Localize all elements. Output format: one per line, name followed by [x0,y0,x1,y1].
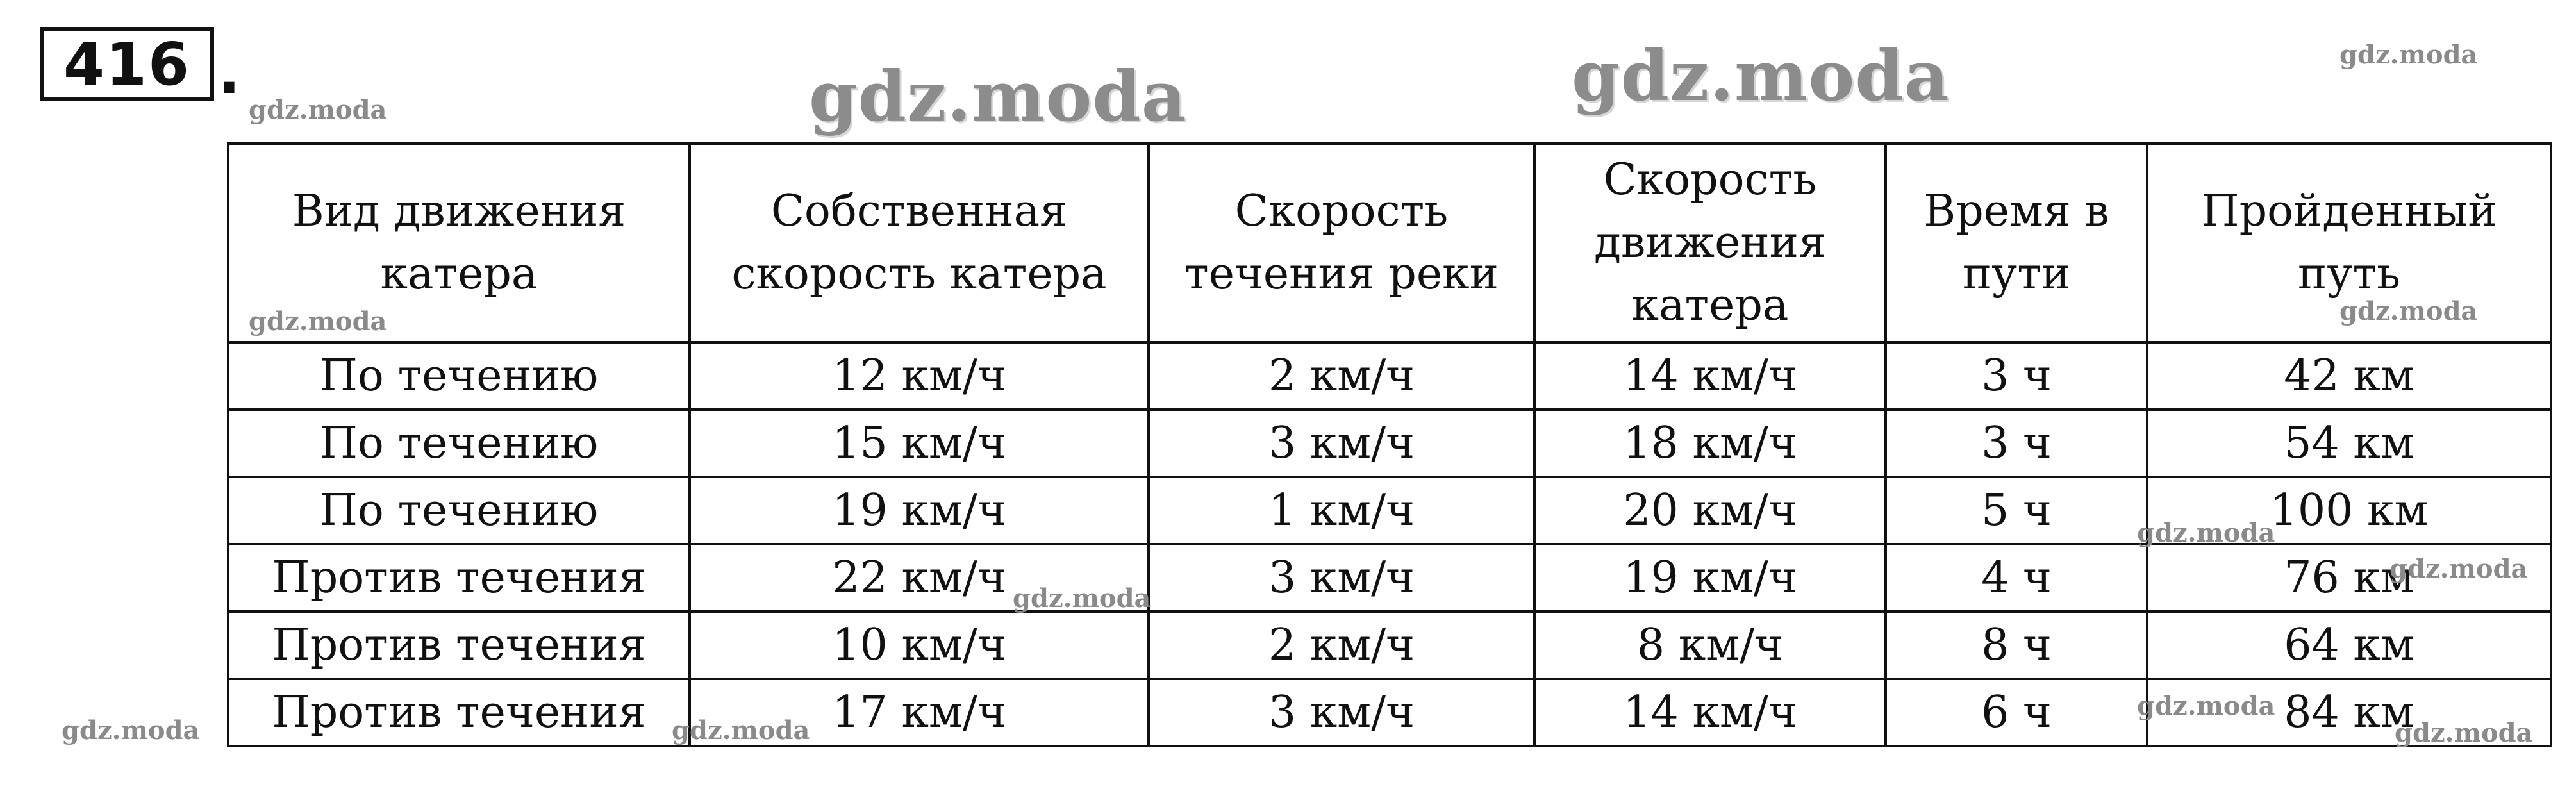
table-row [228,611,2551,679]
header-current-speed: Скорость течения реки [1149,144,1534,342]
cell-current-speed: 3 км/ч [1149,679,1534,746]
watermark-small: gdz.moda [2137,518,2275,548]
watermark-small: gdz.moda [2389,554,2528,584]
cell-time: 3 ч [1886,342,2147,410]
cell-motion-type: Против течения [228,679,690,746]
cell-distance: 100 км [2147,477,2551,544]
header-own-speed: Собственная скорость катера [690,144,1149,342]
watermark-small: gdz.moda [2395,718,2533,748]
watermark-large: gdz.moda [809,56,1187,137]
cell-current-speed: 1 км/ч [1149,477,1534,544]
table-row [228,544,2551,611]
cell-motion-type: По течению [228,410,690,477]
cell-current-speed: 3 км/ч [1149,544,1534,611]
watermark-small: gdz.moda [62,715,200,745]
motion-table [227,142,2552,747]
header-time: Время в пути [1886,144,2147,342]
problem-number-dot: . [218,38,240,107]
watermark-small: gdz.moda [249,95,387,125]
cell-distance: 64 км [2147,611,2551,679]
watermark-small: gdz.moda [2339,40,2478,70]
watermark-small: gdz.moda [249,306,387,337]
cell-motion-type: По течению [228,342,690,410]
cell-own-speed: 22 км/ч [690,544,1149,611]
cell-own-speed: 19 км/ч [690,477,1149,544]
table-row [228,342,2551,410]
cell-own-speed: 12 км/ч [690,342,1149,410]
cell-distance: 42 км [2147,342,2551,410]
problem-number: 416 [63,29,191,99]
watermark-small: gdz.moda [2339,296,2478,326]
cell-time: 4 ч [1886,544,2147,611]
watermark-small: gdz.moda [672,715,810,745]
cell-own-speed: 17 км/ч [690,679,1149,746]
cell-time: 8 ч [1886,611,2147,679]
watermark-large: gdz.moda [1572,36,1950,117]
cell-own-speed: 10 км/ч [690,611,1149,679]
header-distance: Пройденный путь [2147,144,2551,342]
cell-motion-type: Против течения [228,611,690,679]
cell-boat-speed: 14 км/ч [1534,342,1886,410]
cell-time: 3 ч [1886,410,2147,477]
cell-boat-speed: 18 км/ч [1534,410,1886,477]
cell-motion-type: По течению [228,477,690,544]
cell-distance: 84 км [2147,679,2551,746]
cell-motion-type: Против течения [228,544,690,611]
table-header-row [228,144,2551,342]
cell-boat-speed: 19 км/ч [1534,544,1886,611]
cell-time: 5 ч [1886,477,2147,544]
cell-distance: 76 км [2147,544,2551,611]
cell-own-speed: 15 км/ч [690,410,1149,477]
cell-current-speed: 2 км/ч [1149,611,1534,679]
cell-time: 6 ч [1886,679,2147,746]
header-boat-speed: Скорость движения катера [1534,144,1886,342]
problem-number-box [40,27,214,101]
table-row [228,410,2551,477]
watermark-small: gdz.moda [1013,583,1151,613]
cell-boat-speed: 20 км/ч [1534,477,1886,544]
cell-boat-speed: 14 км/ч [1534,679,1886,746]
cell-current-speed: 3 км/ч [1149,410,1534,477]
cell-distance: 54 км [2147,410,2551,477]
cell-boat-speed: 8 км/ч [1534,611,1886,679]
watermark-small: gdz.moda [2137,691,2275,721]
cell-current-speed: 2 км/ч [1149,342,1534,410]
header-motion-type: Вид движения катера [228,144,690,342]
